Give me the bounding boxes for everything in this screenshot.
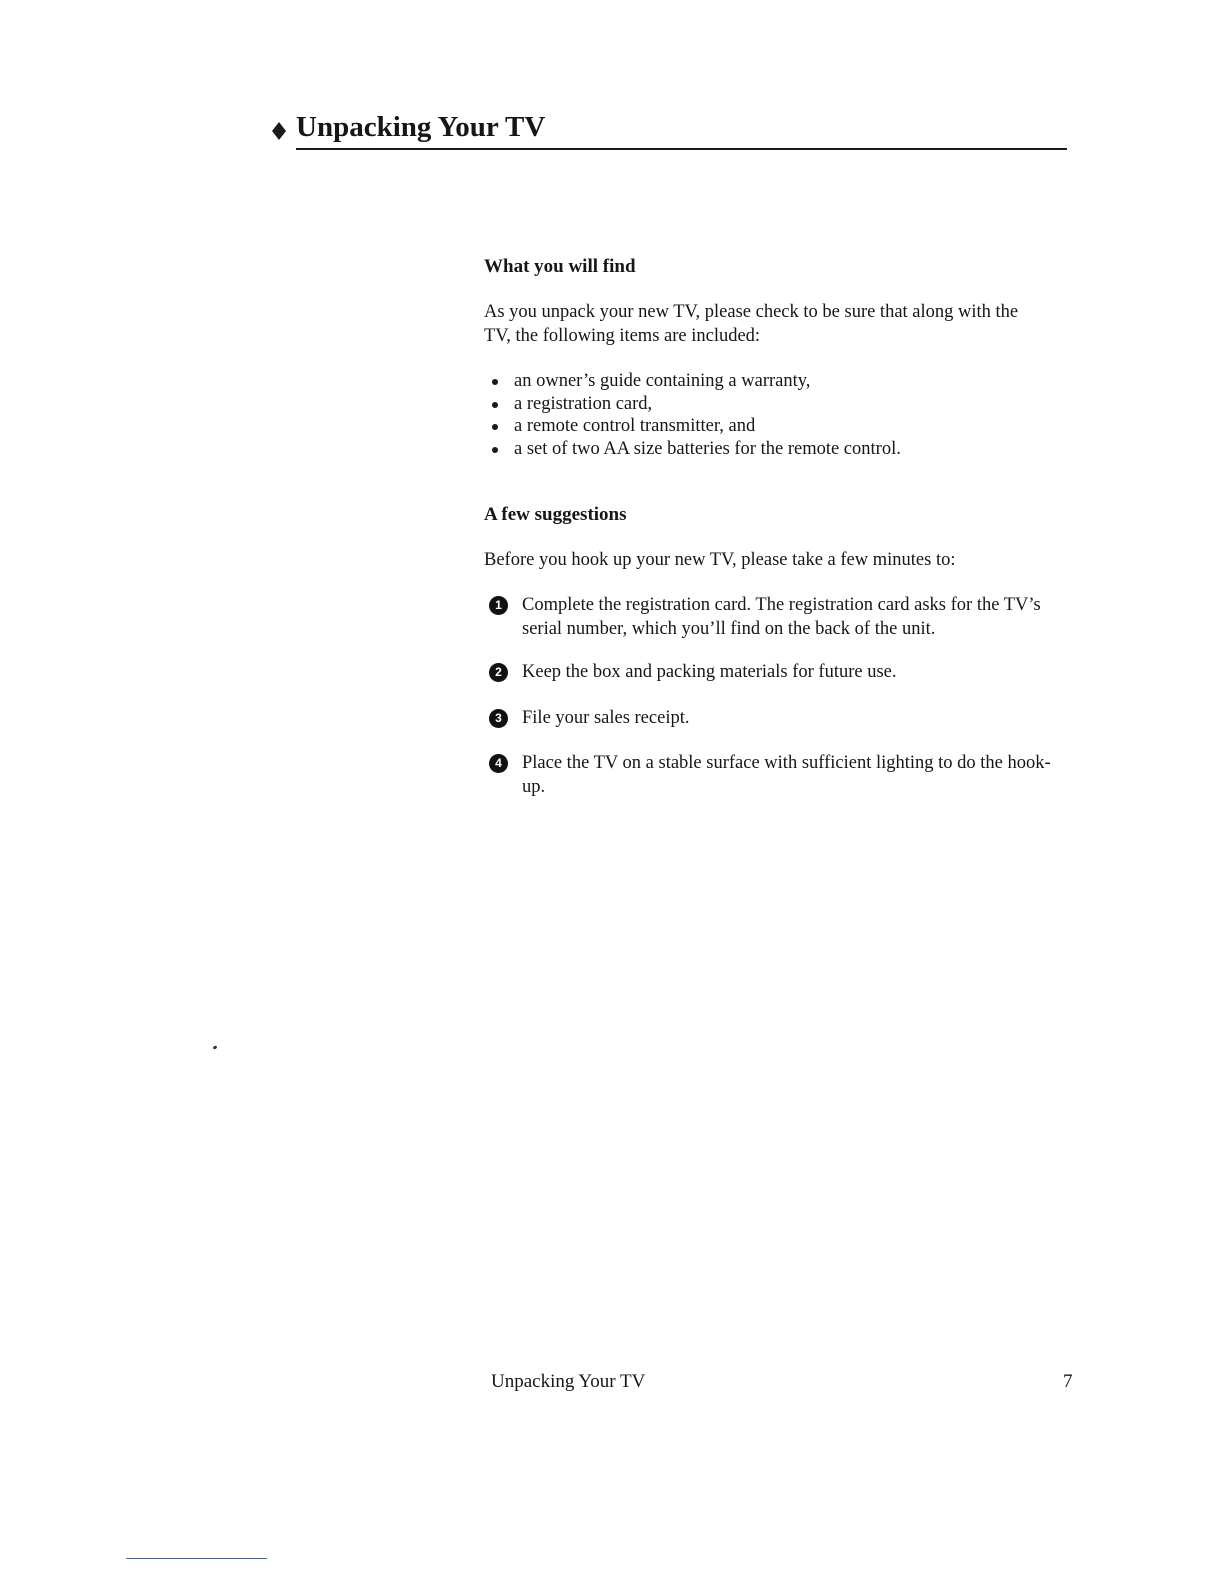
page-title: Unpacking Your TV	[296, 111, 546, 143]
step-item	[484, 707, 1064, 731]
footer-section-title: Unpacking Your TV	[491, 1371, 646, 1392]
bullet-icon	[492, 447, 498, 453]
step-text: Place the TV on a stable surface with sufficient lighting to do the hook-up.	[522, 753, 1051, 797]
step-item	[484, 661, 1064, 685]
section-heading-a-few-suggestions: A few suggestions	[484, 504, 627, 525]
section-suggestions-intro: Before you hook up your new TV, please take a few minutes to:	[484, 550, 956, 570]
page-header	[272, 110, 1067, 152]
step-number-badge-icon: 1	[489, 596, 508, 615]
list-item-text: a registration card,	[514, 393, 653, 414]
list-item	[484, 438, 1064, 461]
step-text: Complete the registration card. The registration card asks for the TV’s serial number, which you’ll find on the back of the unit.	[522, 595, 1041, 639]
step-text: File your sales receipt.	[522, 707, 690, 728]
diamond-bullet-icon	[272, 122, 286, 140]
list-item-text: an owner’s guide containing a warranty,	[514, 371, 811, 391]
step-item	[484, 594, 1052, 641]
step-item	[484, 752, 1062, 799]
list-item	[484, 370, 1064, 393]
section-heading-what-you-will-find: What you will find	[484, 256, 636, 277]
section-find-intro: As you unpack your new TV, please check to be sure that along with the TV, the following items are included:	[484, 302, 1019, 346]
included-items-list	[484, 370, 1064, 460]
page-number: 7	[1063, 1371, 1073, 1392]
scan-speck	[213, 1045, 218, 1050]
bullet-icon	[492, 379, 498, 385]
main-content	[484, 254, 1064, 799]
header-rule	[296, 148, 1067, 150]
step-number-badge-icon: 4	[489, 754, 508, 773]
list-item	[484, 393, 1064, 416]
list-item-text: a set of two AA size batteries for the remote control.	[514, 438, 901, 459]
step-number-badge-icon: 2	[489, 663, 508, 682]
suggestions-steps-list	[484, 594, 1064, 799]
bullet-icon	[492, 424, 498, 430]
list-item	[484, 415, 1064, 438]
step-number-badge-icon: 3	[489, 709, 508, 728]
step-text: Keep the box and packing materials for future use.	[522, 662, 897, 682]
bullet-icon	[492, 402, 498, 408]
scan-edge-mark	[126, 1558, 267, 1559]
list-item-text: a remote control transmitter, and	[514, 416, 756, 436]
